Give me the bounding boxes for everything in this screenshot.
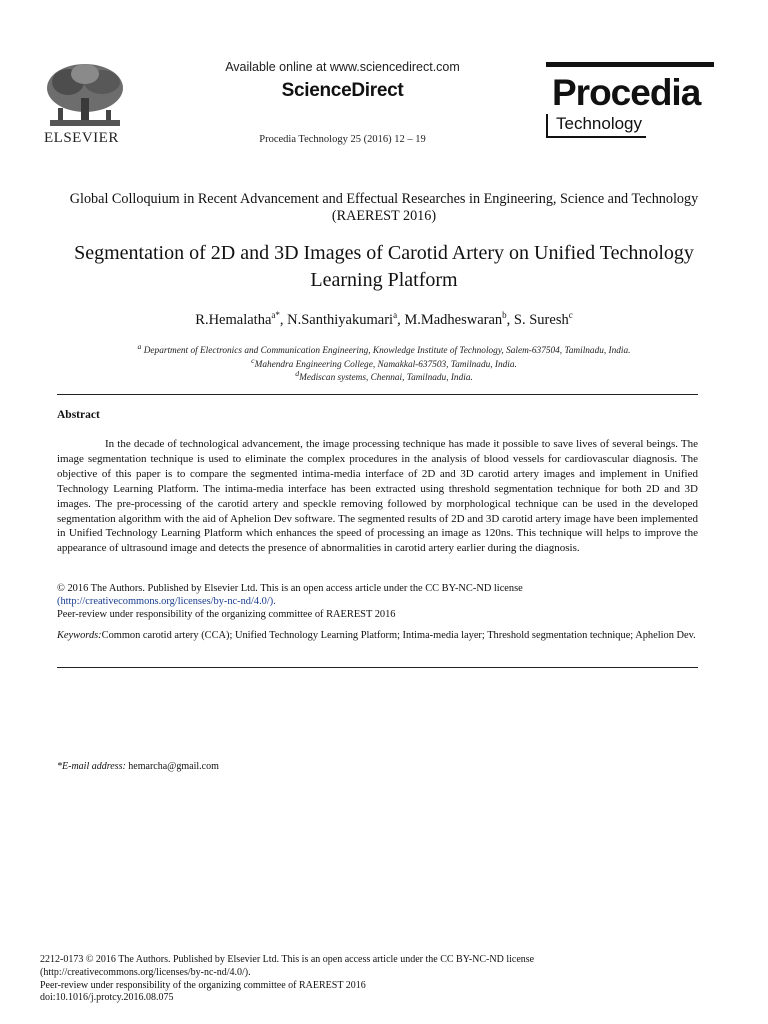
paper-title: Segmentation of 2D and 3D Images of Carotid Artery on Unified Technology Learning Platform: [74, 242, 694, 291]
journal-reference: Procedia Technology 25 (2016) 12 – 19: [259, 134, 426, 145]
affiliation-sup: c: [251, 356, 255, 365]
license-notice: [57, 582, 698, 621]
abstract-heading: Abstract: [57, 409, 100, 421]
footer-line: 2212-0173 © 2016 The Authors. Published by Elsevier Ltd. This is an open access article under the CC BY-NC-ND license: [40, 954, 535, 965]
author-name: N.Santhiyakumari: [287, 311, 394, 328]
sciencedirect-logo: ScienceDirect: [281, 80, 404, 101]
author-sup: a*: [271, 310, 280, 320]
conference-name: Global Colloquium in Recent Advancement and Effectual Researches in Engineering, Science and Technology (RAEREST 2016): [69, 191, 699, 224]
affiliation-text: Department of Electronics and Communication Engineering, Knowledge Institute of Technology, Salem-637504, Tamilnadu, India.: [143, 346, 631, 357]
procedia-logo-subtitle: Technology: [556, 114, 643, 133]
keywords: [57, 629, 698, 642]
footer-doi[interactable]: doi:10.1016/j.protcy.2016.08.075: [40, 992, 174, 1004]
author-sup: b: [502, 310, 507, 320]
email-label: *E-mail address:: [57, 761, 126, 772]
procedia-logo-underline: [546, 136, 646, 138]
procedia-logo: Procedia: [552, 72, 701, 113]
author-name: M.Madheswaran: [404, 311, 503, 328]
procedia-logo-bar: [546, 62, 714, 67]
license-link[interactable]: (http://creativecommons.org/licenses/by-nc-nd/4.0/).: [57, 596, 276, 607]
affiliation: [40, 356, 728, 370]
footer-line: Peer-review under responsibility of the organizing committee of RAEREST 2016: [40, 979, 366, 991]
author-name: R.Hemalatha: [195, 311, 272, 328]
section-divider: [57, 394, 698, 395]
author-sup: c: [568, 310, 573, 320]
author-list: R.Hemalatha$^{a*}$, N.Santhiyakumari$^a$, M.Madheswaran$^b$, S. Suresh$^c$: [195, 310, 573, 328]
peer-review-line: Peer-review under responsibility of the organizing committee of RAEREST 2016: [57, 609, 396, 620]
procedia-logo-bracket: [546, 114, 548, 136]
license-line: © 2016 The Authors. Published by Elsevier Ltd. This is an open access article under the CC BY-NC-ND license: [57, 583, 523, 594]
available-online-text[interactable]: Available online at www.sciencedirect.com: [225, 60, 460, 74]
author-sup: a: [393, 310, 398, 320]
keywords-text: Common carotid artery (CCA); Unified Technology Learning Platform; Intima-media layer; Threshold segmentation technique; Aphelion Dev.: [101, 630, 696, 641]
page-footer: [40, 954, 730, 1005]
email-value[interactable]: hemarcha@gmail.com: [125, 761, 219, 772]
affiliation: [40, 369, 728, 383]
footer-link[interactable]: (http://creativecommons.org/licenses/by-nc-nd/4.0/).: [40, 966, 251, 978]
keywords-label: Keywords:: [57, 630, 102, 641]
abstract-body: In the decade of technological advancement, the image processing technique has made it possible to save lives of several beings. The image segmentation technique is used to eliminate the complex procedures in the analysis of blood vessels for cardiovascular diagnosis. The objective of this paper is to compare the segmented intima-media interface of 2D and 3D carotid artery images and implement in Unified Technology Learning Platform. The intima-media interface has been extracted using threshold segmentation technique for both 2D and 3D images. The pre-processing of the carotid artery and speckle removing followed by morphological technique can be used in the developed segmentation algorithm with the aid of Aphelion Dev software. The segmented results of 2D and 3D carotid artery image have been implemented in Unified Technology Learning Platform which enhances the speed of processing an image as 120ns. This technique will helps to improve the appearance of ultrasound image and detects the presence of abnormalities in carotid artery earlier during the diagnosis.: [57, 438, 698, 555]
affiliation-text: Mediscan systems, Chennai, Tamilnadu, India.: [299, 373, 473, 384]
author-name: S. Suresh: [513, 311, 569, 328]
email-footnote: [57, 761, 219, 772]
affiliation: [40, 342, 728, 356]
section-divider: [57, 667, 698, 668]
affiliation-sup: a: [137, 342, 142, 351]
elsevier-wordmark: ELSEVIER: [44, 130, 119, 146]
affiliation-text: Mahendra Engineering College, Namakkal-637503, Tamilnadu, India.: [254, 360, 517, 371]
affiliation-sup: d: [295, 369, 300, 378]
